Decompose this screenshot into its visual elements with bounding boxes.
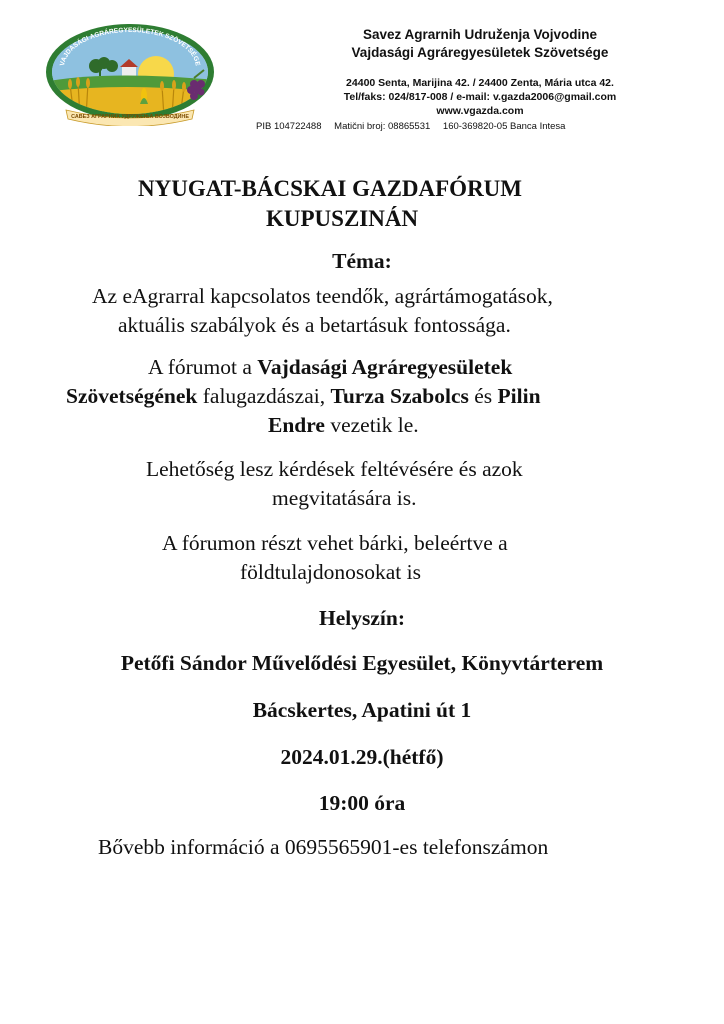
org-pib: PIB 104722488 (256, 121, 322, 132)
logo-arc-text: VAJDASÁGI AGRÁREGYESÜLETEK SZÖVETSÉGE (59, 26, 201, 67)
org-website: www.vgazda.com (436, 105, 524, 117)
org-address: 24400 Senta, Marijina 42. / 24400 Zenta, Mária utca 42. (346, 77, 614, 89)
leader-name-endre: Endre (268, 413, 325, 437)
venue-label: Helyszín: (319, 606, 405, 630)
document-title (0, 174, 724, 234)
venue-address: Bácskertes, Apatini út 1 (252, 698, 472, 722)
venue-name: Petőfi Sándor Művelődési Egyesület, Könyvtárterem (120, 651, 604, 675)
leader-name-pilin: Pilin (497, 384, 541, 408)
questions-paragraph (0, 455, 724, 513)
organization-logo (44, 22, 216, 126)
org-registration-number: Matični broj: 08865531 (334, 121, 431, 132)
organization-name-bold: Vajdasági Agráregyesületek (257, 355, 513, 379)
org-name-hungarian: Vajdasági Agráregyesületek Szövetsége (351, 45, 609, 60)
leaders-text-3: és (468, 384, 498, 408)
topic-line-1: Az eAgrarral kapcsolatos teendők, agrártámogatások, (92, 284, 553, 308)
event-time: 19:00 óra (318, 791, 406, 815)
document-body (0, 174, 724, 862)
organization-header (250, 26, 710, 134)
contact-info: Bővebb információ a 0695565901-es telefonszámon (98, 835, 549, 859)
org-contact: Tel/faks: 024/817-008 / e-mail: v.gazda2006@gmail.com (343, 91, 617, 103)
title-line-2: KUPUSZINÁN (266, 206, 419, 231)
org-bank-account: 160-369820-05 Banca Intesa (442, 121, 566, 132)
title-line-1: NYUGAT-BÁCSKAI GAZDAFÓRUM (138, 176, 522, 201)
topic-label: Téma: (332, 249, 392, 273)
org-identifiers (250, 120, 710, 134)
leaders-text-2: falugazdászai, (197, 384, 331, 408)
topic-line-2: aktuális szabályok és a betartásuk fontossága. (118, 313, 511, 337)
attendance-line-1: A fórumon részt vehet bárki, beleértve a (162, 531, 508, 555)
leaders-text: A fórumot a (148, 355, 258, 379)
event-date: 2024.01.29.(hétfő) (280, 745, 444, 769)
leaders-paragraph (0, 353, 724, 440)
questions-line-2: megvitatására is. (272, 486, 417, 510)
logo-ribbon-text: САВЕЗ АГРАРНИХ УДРУЖЕЊА ВОЈВОДИНЕ (71, 114, 189, 120)
attendance-paragraph (0, 529, 724, 587)
leaders-text-4: vezetik le. (324, 413, 419, 437)
org-name-serbian: Savez Agrarnih Udruženja Vojvodine (362, 27, 598, 42)
questions-line-1: Lehetőség lesz kérdések feltévésére és azok (146, 457, 523, 481)
topic-text (0, 282, 724, 340)
organization-name-bold-2: Szövetségének (66, 384, 198, 408)
attendance-line-2: földtulajdonosokat is (240, 560, 421, 584)
leader-name-turza: Turza Szabolcs (330, 384, 469, 408)
